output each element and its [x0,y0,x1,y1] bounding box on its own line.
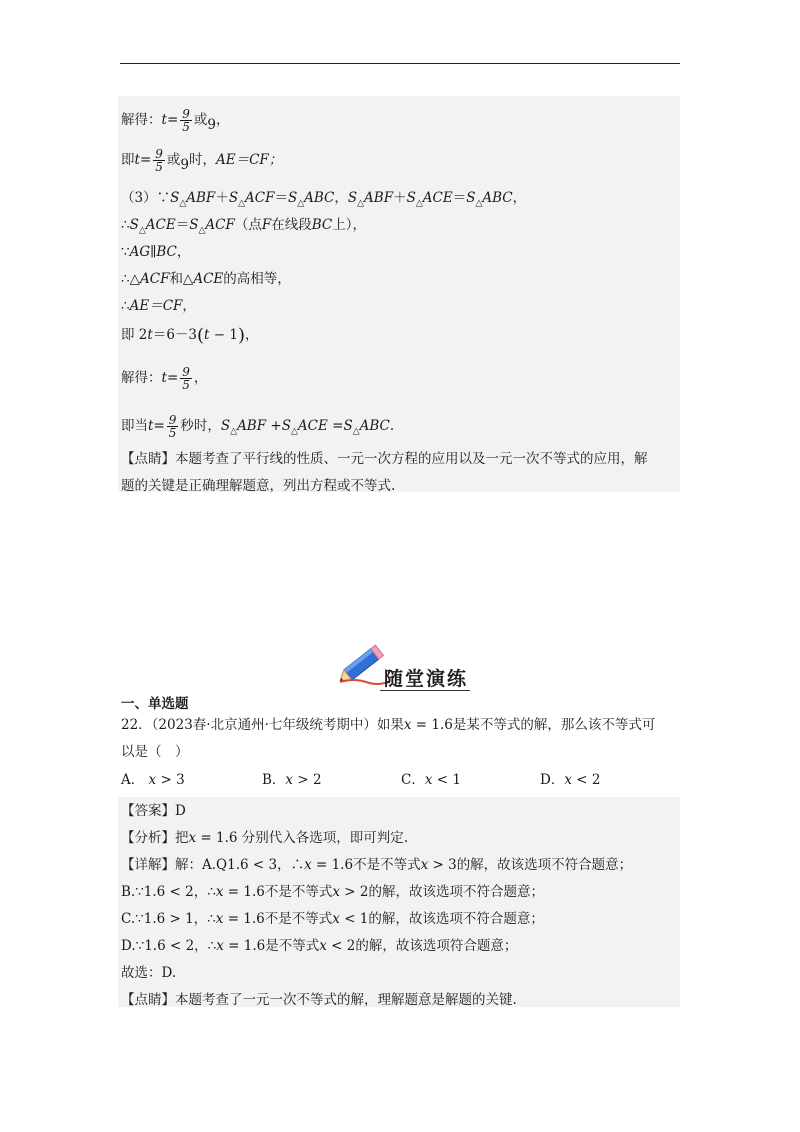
option-a[interactable]: A． x > 3 [121,772,185,788]
detail-line-b: B.∵1.6 < 2，∴x = 1.6不是不等式x > 2的解，故该选项不符合题意； [121,884,544,900]
final-choice-line: 故选：D. [121,965,177,981]
section-title: 随堂演练 [384,668,469,690]
pencil-icon [338,638,390,692]
solution-line-6: ∴△ACF和△ACE的高相等， [121,271,291,287]
detail-line-a: 【详解】解：A.Q1.6 < 3，∴x = 1.6不是不等式x > 3的解，故该选项不符合题意； [121,857,633,873]
commentary-line-1: 【点睛】本题考查了平行线的性质、一元一次方程的应用以及一元一次不等式的应用，解 [121,451,648,467]
solution-line-9: 解得：t= $\frac{9}{5}$ ， [121,365,208,392]
detail-line-c: C.∵1.6 > 1，∴x = 1.6不是不等式x < 1的解，故该选项不符合题意； [121,911,544,927]
answer-line: 【答案】D [121,803,186,819]
solution-line-2: 即t= $\frac{9}{5}$ 或9时，AE＝CF； [121,147,283,174]
question-line-2: 以是（ ） [121,744,189,760]
option-c[interactable]: C．x < 1 [401,772,461,788]
solution-line-8: 即 2t＝6－3(t − 1)， [121,325,259,346]
solution-line-5: ∵AG∥BC， [121,244,191,260]
analysis-line: 【分析】把x = 1.6 分别代入各选项，即可判定. [121,830,409,846]
option-d[interactable]: D．x < 2 [540,772,601,788]
solution-line-4: $\therefore S_\triangle ACE=S_\triangle ACF$（点F在线段BC上）， [121,217,366,236]
solution-line-7: ∴AE＝CF， [121,298,196,314]
commentary-line-2: 题的关键是正确理解题意，列出方程或不等式. [121,478,396,494]
detail-line-d: D.∵1.6 < 2，∴x = 1.6是不等式x < 2的解，故该选项符合题意； [121,938,518,954]
option-b[interactable]: B．x > 2 [262,772,322,788]
header-rule [120,63,680,64]
question-line-1: 22．（2023春·北京通州·七年级统考期中）如果x = 1.6是某不等式的解，那么该不等式可 [121,717,656,733]
solution-line-3: $(3)\because S_\triangle ABF+S_\triangle ACF=S_\triangle ABC$，$S_\triangle ABF+S_\triangle ACE=S_\triangle ABC$， [121,190,527,209]
solution-line-10: 即当t= $\frac{9}{5}$ 秒时，$S_\triangle ABF +S_\triangle ACE =S_\triangle ABC$. [121,413,395,440]
answer-block-shade [118,797,680,1007]
section-heading: 一、单选题 [121,696,189,712]
section-title-underline [380,690,470,691]
commentary-line-3: 【点睛】本题考查了一元一次不等式的解，理解题意是解题的关键. [121,992,517,1008]
solution-line-1: 解得：t= $\frac{9}{5}$ 或9， [121,107,230,134]
